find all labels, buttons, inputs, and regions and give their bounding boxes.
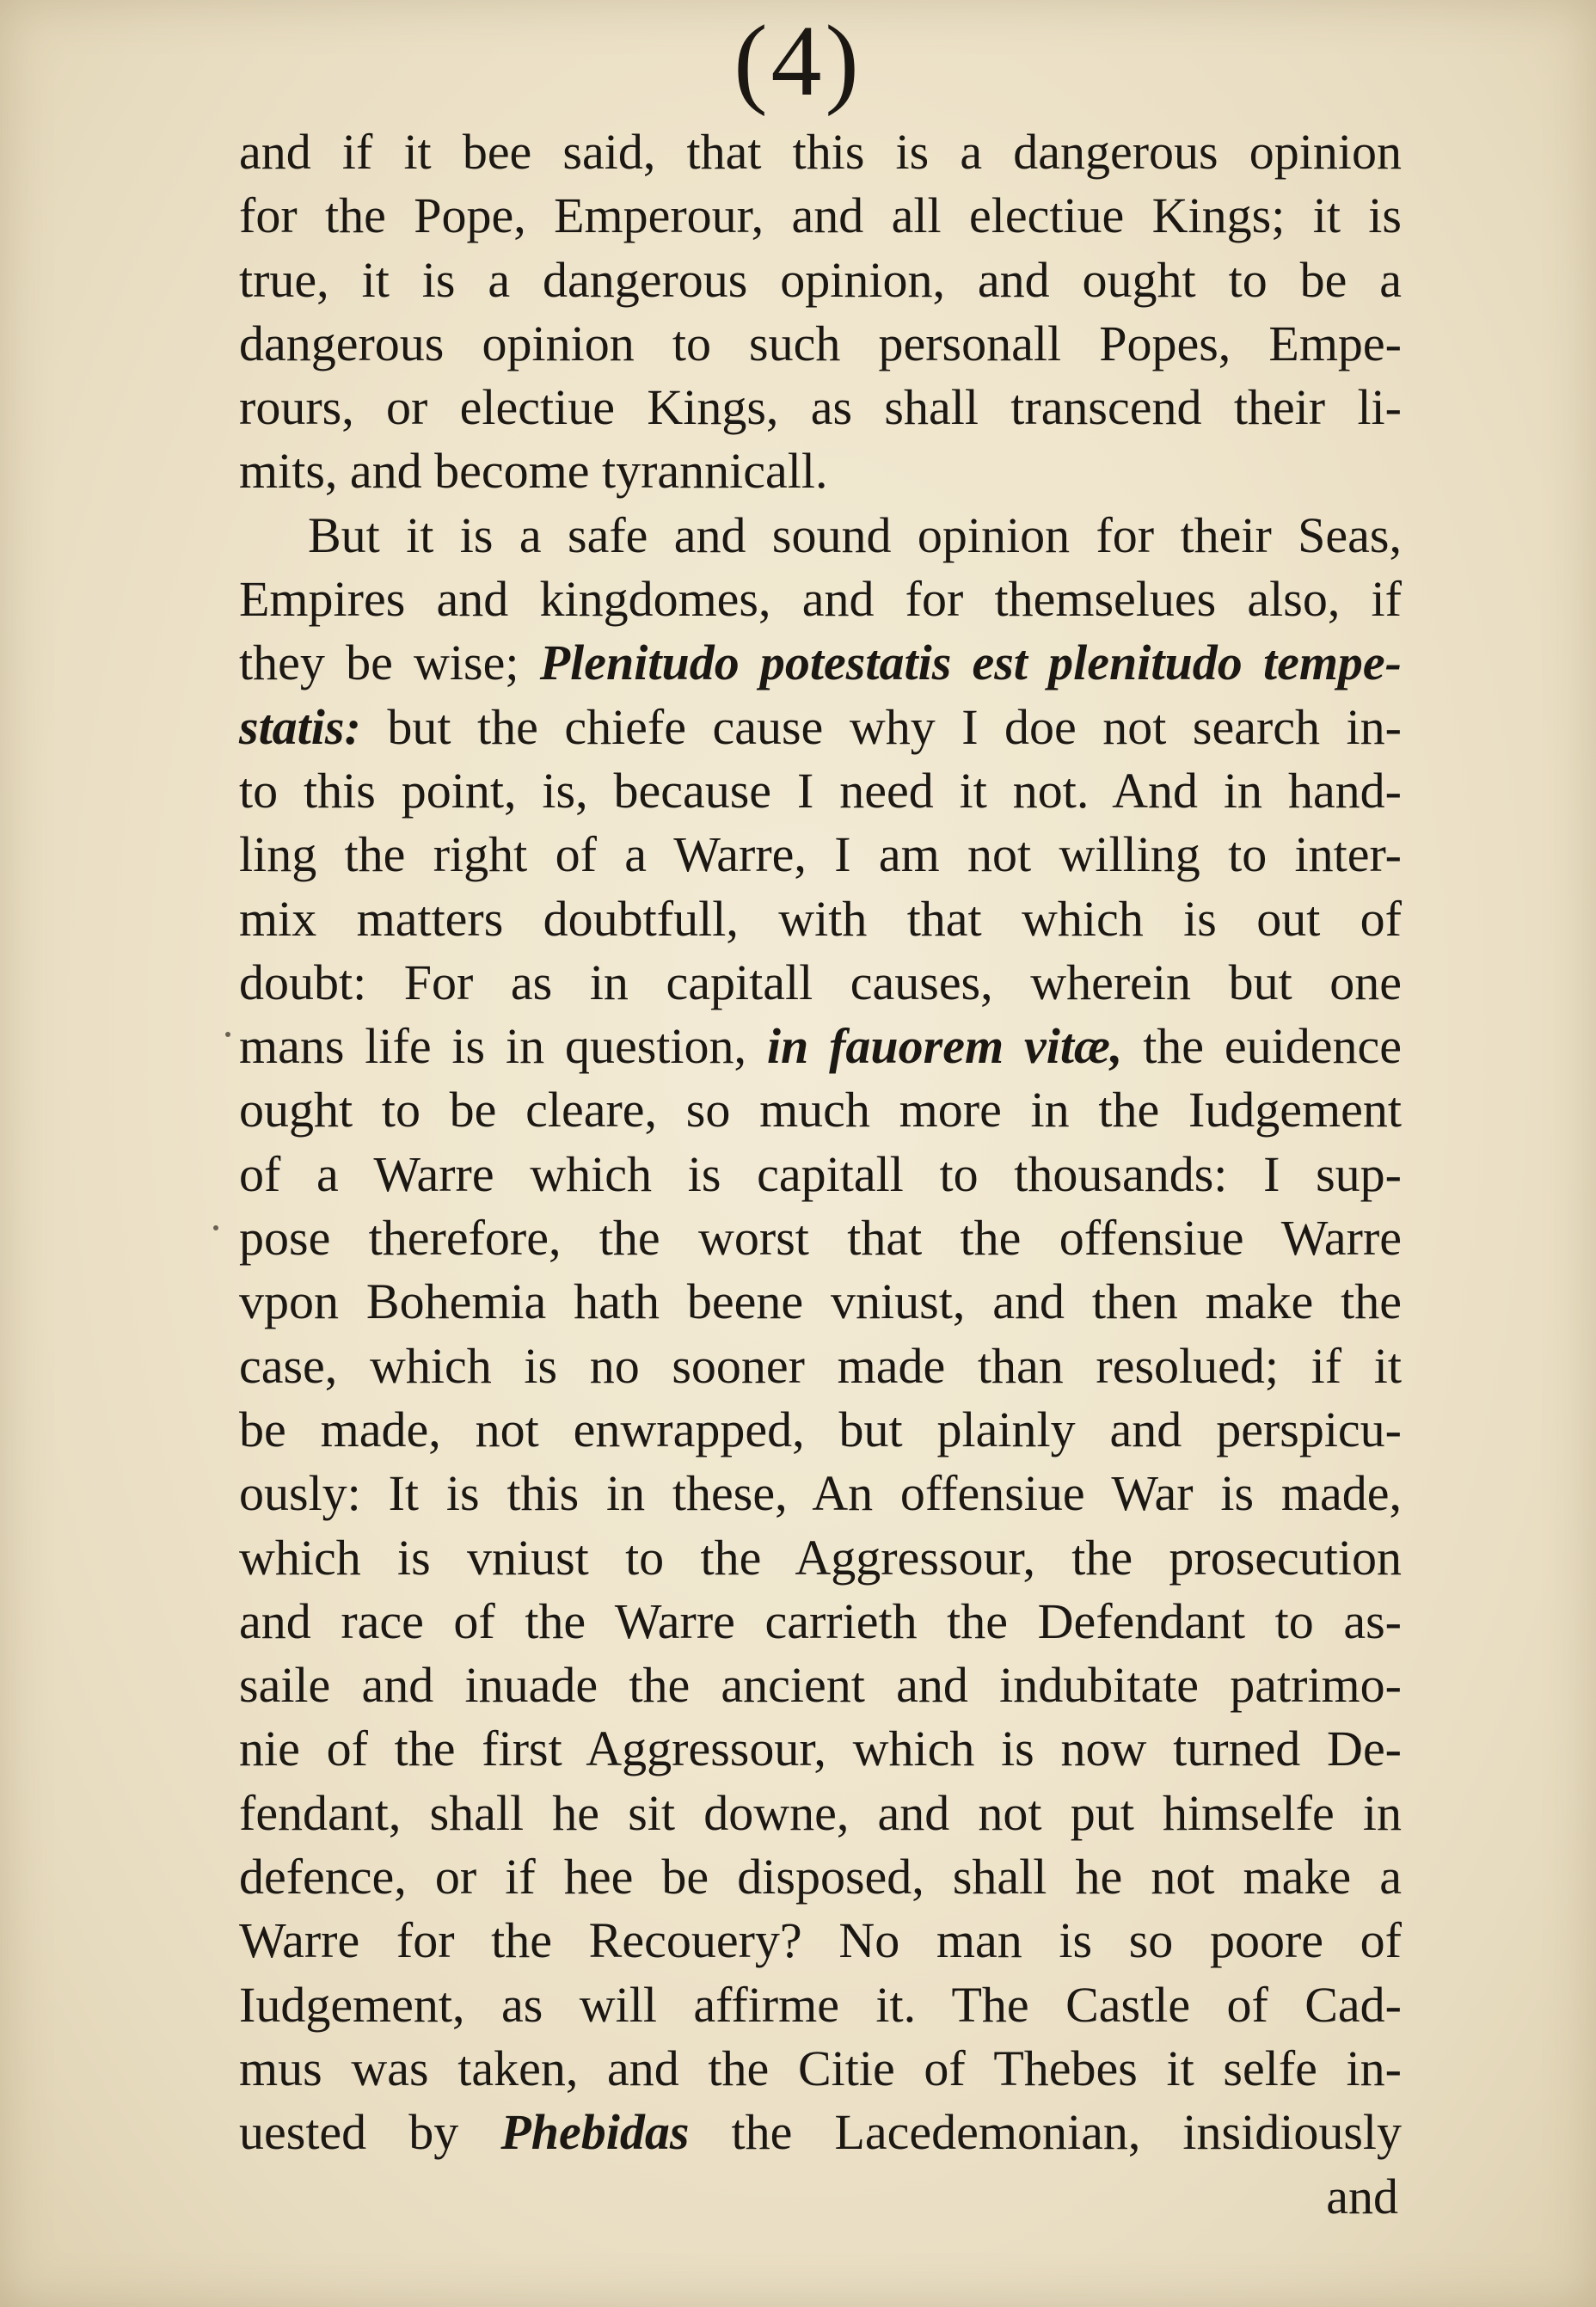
text-line: doubt: For as in capitall causes, wherein but one (239, 954, 1402, 1010)
text-line: But it is a safe and sound opinion for their Seas, (308, 506, 1402, 563)
text-span: the euidence (1122, 1018, 1402, 1075)
latin-phrase: statis: (239, 698, 361, 755)
latin-phrase: Plenitudo potestatis est plenitudo tempe- (539, 635, 1402, 691)
text-line: fendant, shall he sit downe, and not put himselfe in (239, 1784, 1402, 1841)
page-number: (4) (734, 4, 862, 117)
text-line: true, it is a dangerous opinion, and ought to be a (239, 251, 1402, 308)
text-line: mits, and become tyrannicall. (239, 443, 828, 500)
text-line: for the Pope, Emperour, and all electiue Kings; it is (239, 187, 1402, 244)
catchword: and (1326, 2168, 1398, 2224)
text-line: Empires and kingdomes, and for themselues also, if (239, 571, 1402, 628)
text-line: pose therefore, the worst that the offensiue Warre (239, 1210, 1402, 1267)
text-line: case, which is no sooner made than resolued; if it (239, 1337, 1402, 1394)
text-line: ling the right of a Warre, I am not willing to inter- (239, 826, 1402, 883)
proper-name: Phebidas (500, 2104, 690, 2161)
body-text (239, 120, 1402, 2229)
text-line: which is vniust to the Aggressour, the prosecution (239, 1529, 1402, 1586)
text-line (239, 1015, 1402, 1078)
text-span: mans life is in question, (239, 1018, 767, 1075)
text-line: be made, not enwrapped, but plainly and perspicu- (239, 1401, 1402, 1457)
text-line: of a Warre which is capitall to thousands: I sup- (239, 1145, 1402, 1202)
text-line: ought to be cleare, so much more in the Iudgement (239, 1082, 1402, 1138)
text-line: Warre for the Recouery? No man is so poore of (239, 1912, 1402, 1969)
text-line: nie of the first Aggressour, which is now turned De- (239, 1721, 1402, 1777)
latin-phrase: in fauorem vitæ, (766, 1018, 1123, 1075)
text-line: mus was taken, and the Citie of Thebes it selfe in- (239, 2040, 1402, 2096)
text-line: mix matters doubtfull, with that which is out of (239, 890, 1402, 947)
text-span: uested by (239, 2104, 501, 2161)
text-span: they be wise; (239, 635, 540, 691)
text-line: to this point, is, because I need it not. And in hand- (239, 762, 1402, 819)
text-line: ously: It is this in these, An offensiue War is made, (239, 1465, 1402, 1522)
text-line: vpon Bohemia hath beene vniust, and then make the (239, 1273, 1402, 1330)
margin-speck (225, 1032, 230, 1037)
text-line: Iudgement, as will affirme it. The Castle of Cad- (239, 1976, 1402, 2033)
text-line: and race of the Warre carrieth the Defendant to as- (239, 1592, 1402, 1649)
text-line: rours, or electiue Kings, as shall transcend their li- (239, 379, 1402, 436)
text-span: but the chiefe cause why I doe not search in- (360, 698, 1402, 755)
text-line (239, 2101, 1402, 2164)
text-line: saile and inuade the ancient and indubitate patrimo- (239, 1657, 1402, 1714)
text-line (239, 696, 1402, 759)
text-line: defence, or if hee be disposed, shall he not make a (239, 1849, 1402, 1905)
text-line (239, 631, 1402, 695)
text-span: the Lacedemonian, insidiously (689, 2104, 1402, 2161)
margin-speck (213, 1225, 218, 1230)
text-line: dangerous opinion to such personall Popes, Empe- (239, 315, 1402, 371)
text-line: and if it bee said, that this is a dangerous opinion (239, 124, 1402, 180)
